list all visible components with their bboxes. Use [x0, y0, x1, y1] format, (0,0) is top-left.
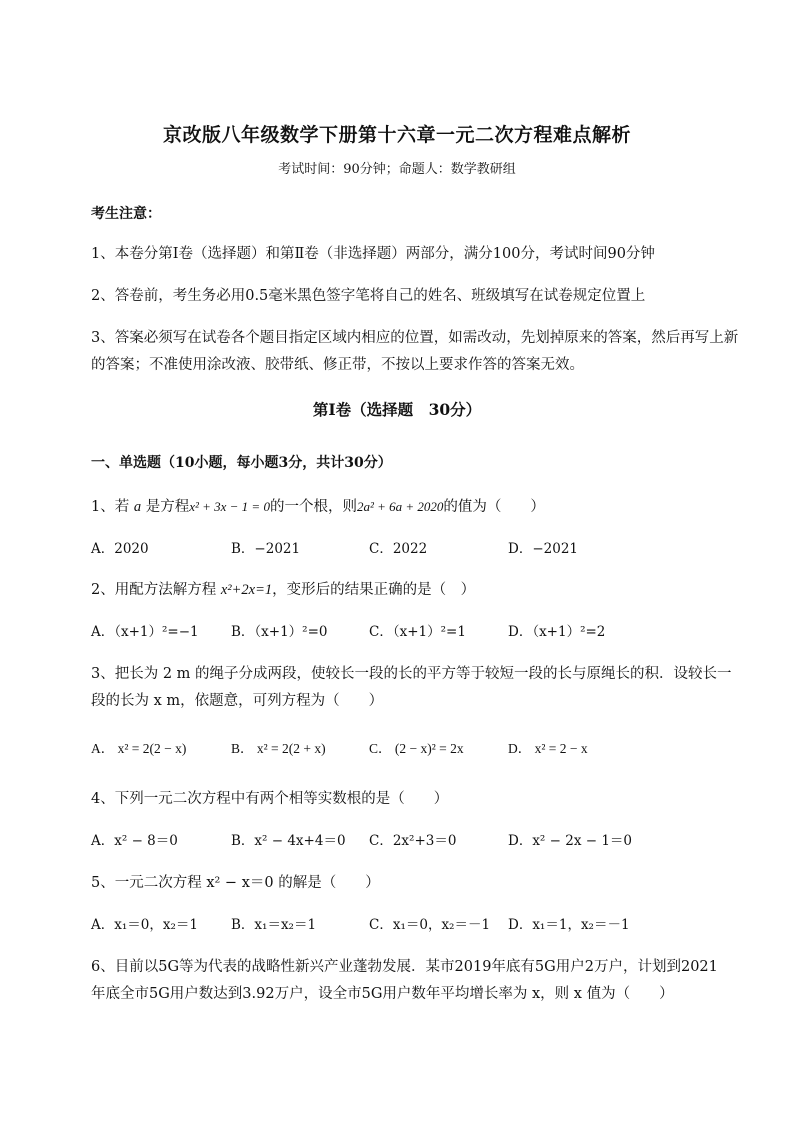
- question-1-option-c[interactable]: C．2022: [369, 541, 428, 557]
- question-2-option-c[interactable]: C．（x+1）²=1: [369, 624, 466, 640]
- notice-item-3: 3、答案必须写在试卷各个题目指定区域内相应的位置，如需改动，先划掉原来的答案，然后再写上新: [91, 330, 739, 346]
- question-3-option-b[interactable]: B． x² = 2(2 + x): [231, 741, 326, 756]
- question-2-option-a[interactable]: A．（x+1）²=−1: [91, 624, 199, 640]
- question-5-stem: 5、一元二次方程 x² − x＝0 的解是（ ）: [91, 875, 380, 891]
- question-3-stem-line-1: 3、把长为 2 m 的绳子分成两段，使较长一段的长的平方等于较短一段的长与原绳长的积．设较长一: [91, 666, 732, 682]
- question-4-option-d[interactable]: D．x² − 2x − 1＝0: [508, 833, 633, 849]
- question-3-option-c[interactable]: C． (2 − x)² = 2x: [369, 741, 464, 756]
- question-4-stem: 4、下列一元二次方程中有两个相等实数根的是（ ）: [91, 791, 449, 807]
- question-1-var: a: [133, 499, 142, 515]
- question-1-stem: [91, 495, 545, 516]
- question-3-stem-line-2: 段的长为 x m，依题意，可列方程为（ ）: [91, 693, 384, 709]
- question-5-option-a[interactable]: A．x₁＝0，x₂＝1: [91, 917, 198, 933]
- question-2-option-d[interactable]: D．（x+1）²=2: [508, 624, 606, 640]
- notice-item-2: 2、答卷前，考生务必用0.5毫米黑色签字笔将自己的姓名、班级填写在试卷规定位置上: [91, 288, 646, 304]
- question-4-option-a[interactable]: A．x² − 8＝0: [91, 833, 178, 849]
- question-2-text-a: 2、用配方法解方程: [91, 582, 221, 598]
- question-1-option-a[interactable]: A．2020: [91, 541, 149, 557]
- question-3-option-d[interactable]: D． x² = 2 − x: [508, 741, 588, 756]
- question-5-option-c[interactable]: C．x₁＝0，x₂＝－1: [369, 917, 491, 933]
- question-1-option-b[interactable]: B．−2021: [231, 541, 301, 557]
- question-4-option-c[interactable]: C．2x²+3＝0: [369, 833, 457, 849]
- notice-item-3-cont: 的答案；不准使用涂改液、胶带纸、修正带，不按以上要求作答的答案无效。: [91, 357, 584, 373]
- question-2-equation: x²+2x=1: [220, 582, 273, 598]
- question-2-option-b[interactable]: B．（x+1）²=0: [231, 624, 328, 640]
- question-2-stem: [91, 578, 475, 599]
- question-1-option-d[interactable]: D．−2021: [508, 541, 578, 557]
- section-title: 第Ⅰ卷（选择题 30分）: [312, 400, 482, 419]
- question-2-text-b: ，变形后的结果正确的是（ ）: [272, 582, 476, 598]
- notice-heading: 考生注意：: [91, 206, 161, 222]
- question-1-text-d: 的值为（ ）: [443, 499, 545, 515]
- part-heading: 一、单选题（10小题，每小题3分，共计30分）: [91, 455, 392, 471]
- document-title: 京改版八年级数学下册第十六章一元二次方程难点解析: [162, 124, 631, 146]
- question-4-option-b[interactable]: B．x² − 4x+4＝0: [231, 833, 346, 849]
- question-1-text-b: 是方程: [141, 499, 190, 515]
- question-5-option-d[interactable]: D．x₁＝1，x₂＝－1: [508, 917, 630, 933]
- question-1-expression: 2a² + 6a + 2020: [356, 499, 444, 514]
- question-6-stem-line-2: 年底全市5G用户数达到3.92万户，设全市5G用户数年平均增长率为 x，则 x 值为（ ）: [91, 986, 674, 1002]
- question-1-equation: x² + 3x − 1 = 0: [189, 499, 270, 514]
- notice-item-1: 1、本卷分第Ⅰ卷（选择题）和第Ⅱ卷（非选择题）两部分，满分100分，考试时间90分钟: [91, 246, 655, 262]
- question-6-stem-line-1: 6、目前以5G等为代表的战略性新兴产业蓬勃发展．某市2019年底有5G用户2万户，计划到2021: [91, 959, 718, 975]
- question-5-option-b[interactable]: B．x₁＝x₂＝1: [231, 917, 317, 933]
- question-1-text-a: 1、若: [91, 499, 134, 515]
- question-3-option-a[interactable]: A． x² = 2(2 − x): [91, 741, 187, 756]
- question-1-text-c: 的一个根，则: [269, 499, 357, 515]
- document-subtitle: 考试时间：90分钟；命题人：数学教研组: [278, 162, 516, 177]
